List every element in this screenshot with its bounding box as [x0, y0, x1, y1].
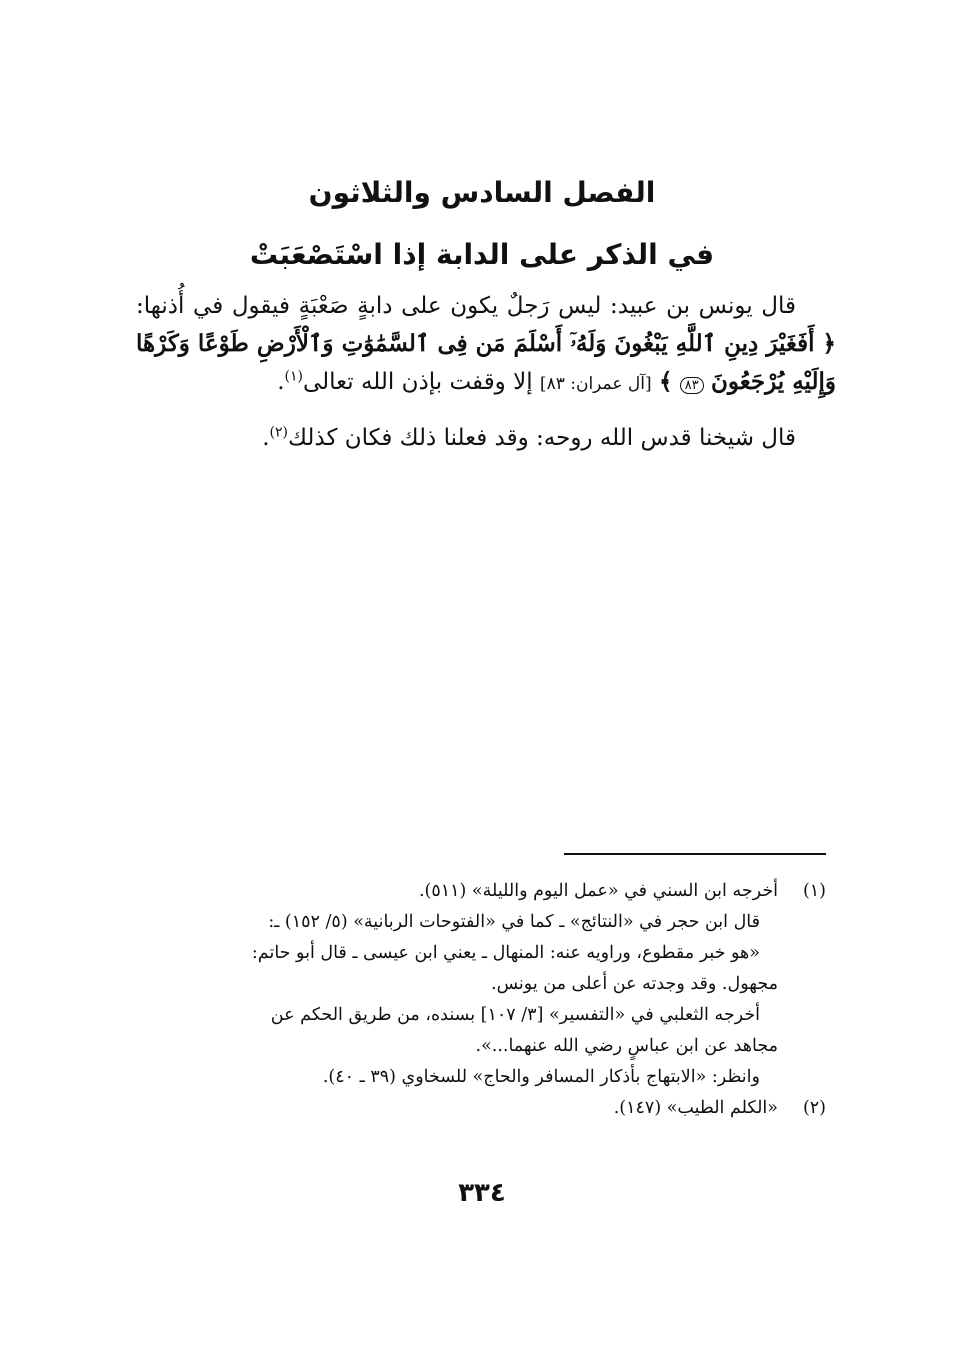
- footnote-divider: [564, 853, 826, 855]
- quran-close-bracket: ﴾: [658, 368, 673, 395]
- footnotes: [132, 876, 826, 1124]
- footnote-text: [132, 876, 778, 1093]
- chapter-subtitle: في الذكر على الدابة إذا اسْتَصْعَبَتْ: [249, 238, 715, 271]
- main-text: [136, 288, 836, 457]
- footnote-number: (٢): [802, 1098, 826, 1118]
- paragraph-2-text: قال شيخنا قدس الله روحه: وقد فعلنا ذلك فكان كذلك: [288, 425, 796, 451]
- chapter-title: الفصل السادس والثلاثون: [308, 176, 656, 209]
- chapter-heading: [0, 162, 964, 286]
- footnote-line: وانظر: «الابتهاج بأذكار المسافر والحاج» للسخاوي (٣٩ ـ ٤٠).: [322, 1067, 760, 1087]
- paragraph-2: قال شيخنا قدس الله روحه: وقد فعلنا ذلك فكان كذلك$^{(٢)}$.: [262, 424, 796, 451]
- footnote-2: [132, 1093, 826, 1124]
- paragraph-1-intro: قال يونس بن عبيد: ليس رَجلٌ يكون على دابةٍ صَعْبَةٍ فيقول في أُذنها:: [136, 293, 796, 319]
- footnote-text: [132, 1093, 778, 1124]
- footnote-ref-1: (١): [284, 368, 303, 385]
- footnote-1: [132, 876, 826, 1093]
- footnote-ref-2: (٢): [269, 424, 288, 441]
- footnote-line: قال ابن حجر في «النتائج» ـ كما في «الفتوحات الربانية» (٥/ ١٥٢) ـ:: [268, 912, 760, 932]
- footnote-number: (١): [802, 881, 826, 901]
- footnote-line: «هو خبر مقطوع، وراويه عنه: المنهال ـ يعني ابن عيسى ـ قال أبو حاتم:: [251, 943, 760, 963]
- quran-verse: ﴿ أَفَغَيْرَ دِينِ ٱللَّهِ يَبْغُونَ وَلَهُۥٓ أَسْلَمَ مَن فِى ٱلسَّمَٰوَٰتِ وَٱلْأَرْضِ طَوْعًا وَكَرْهًا وَإِلَيْهِ يُرْجَعُونَ: [136, 330, 836, 395]
- footnote-line: «الكلم الطيب» (١٤٧).: [613, 1098, 778, 1118]
- footnote-line: أخرجه ابن السني في «عمل اليوم والليلة» (٥١١).: [418, 881, 778, 901]
- footnote-line: مجاهد عن ابن عباسٍ رضي الله عنهما...».: [475, 1036, 778, 1056]
- quran-reference: [آل عمران: ٨٣]: [539, 374, 652, 394]
- page-number: ٣٣٤: [458, 1178, 506, 1208]
- paragraph-1-rest: إلا وقفت بإذن الله تعالى: [302, 369, 533, 395]
- footnote-line: أخرجه الثعلبي في «التفسير» [٣/ ١٠٧] بسنده، من طريق الحكم عن: [270, 1005, 760, 1025]
- verse-number-marker: ٨٣: [680, 377, 704, 394]
- paragraph-1: قال يونس بن عبيد: ليس رَجلٌ يكون على دابةٍ صَعْبَةٍ فيقول في أُذنها: ﴿ أَفَغَيْرَ دِينِ ٱللَّهِ يَبْغُونَ وَلَهُۥٓ أَسْلَمَ مَن فِى ٱلسَّمَٰوَٰتِ وَٱلْأَرْضِ طَوْعًا وَكَرْهًا وَإِلَيْهِ يُرْجَعُونَ ٨٣ ﴾ [آل عمران: ٨٣] إلا وقفت بإذن الله تعالى$^{(١)}$.: [136, 293, 836, 395]
- footnote-line: مجهول. وقد وجدته عن أعلى من يونس.: [491, 974, 778, 994]
